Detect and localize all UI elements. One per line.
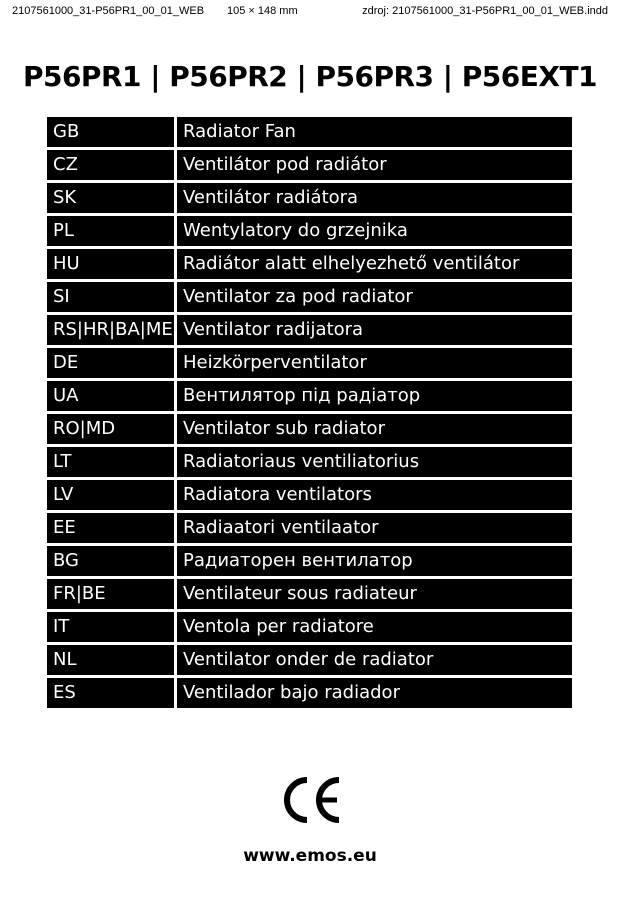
print-slug <box>0 5 620 19</box>
language-code: DE <box>47 348 174 378</box>
table-row <box>47 513 572 543</box>
language-code: EE <box>47 513 174 543</box>
product-name: Wentylatory do grzejnika <box>177 216 572 246</box>
table-row <box>47 447 572 477</box>
language-code: FR|BE <box>47 579 174 609</box>
language-code: HU <box>47 249 174 279</box>
table-row <box>47 678 572 708</box>
table-row <box>47 612 572 642</box>
slug-filename: 2107561000_31-P56PR1_00_01_WEB <box>12 5 205 17</box>
language-code: CZ <box>47 150 174 180</box>
product-name: Radiator Fan <box>177 117 572 147</box>
language-code: LV <box>47 480 174 510</box>
table-row <box>47 414 572 444</box>
language-code: IT <box>47 612 174 642</box>
language-code: SI <box>47 282 174 312</box>
language-code: RO|MD <box>47 414 174 444</box>
table-row <box>47 216 572 246</box>
product-name: Радиаторен вентилатор <box>177 546 572 576</box>
language-code: RS|HR|BA|ME <box>47 315 174 345</box>
table-row <box>47 546 572 576</box>
product-name: Radiatora ventilators <box>177 480 572 510</box>
product-name: Ventilator onder de radiator <box>177 645 572 675</box>
ce-mark-icon <box>277 776 343 824</box>
table-row <box>47 315 572 345</box>
table-row <box>47 150 572 180</box>
product-name: Ventilátor pod radiátor <box>177 150 572 180</box>
product-name: Radiaatori ventilaator <box>177 513 572 543</box>
footer-website-link[interactable]: www.emos.eu <box>243 846 377 866</box>
product-name: Heizkörperventilator <box>177 348 572 378</box>
product-name: Ventilator za pod radiator <box>177 282 572 312</box>
language-code: BG <box>47 546 174 576</box>
language-code: PL <box>47 216 174 246</box>
table-row <box>47 579 572 609</box>
language-code: SK <box>47 183 174 213</box>
product-name: Radiátor alatt elhelyezhető ventilátor <box>177 249 572 279</box>
table-row <box>47 249 572 279</box>
language-code: UA <box>47 381 174 411</box>
product-name: Radiatoriaus ventiliatorius <box>177 447 572 477</box>
table-row <box>47 348 572 378</box>
table-row <box>47 117 572 147</box>
product-name: Вентилятор під радіатор <box>177 381 572 411</box>
product-name: Ventilateur sous radiateur <box>177 579 572 609</box>
product-name: Ventilator sub radiator <box>177 414 572 444</box>
table-row <box>47 480 572 510</box>
product-name: Ventilátor radiátora <box>177 183 572 213</box>
table-row <box>47 282 572 312</box>
product-title: P56PR1 | P56PR2 | P56PR3 | P56EXT1 <box>22 60 598 93</box>
product-name: Ventilador bajo radiador <box>177 678 572 708</box>
product-name: Ventola per radiatore <box>177 612 572 642</box>
language-code: NL <box>47 645 174 675</box>
language-code: LT <box>47 447 174 477</box>
table-row <box>47 381 572 411</box>
table-row <box>47 645 572 675</box>
slug-source: zdroj: 2107561000_31-P56PR1_00_01_WEB.indd <box>362 5 608 17</box>
language-table <box>47 117 572 711</box>
language-code: GB <box>47 117 174 147</box>
table-row <box>47 183 572 213</box>
language-code: ES <box>47 678 174 708</box>
slug-page-size: 105 × 148 mm <box>227 5 298 17</box>
product-name: Ventilator radijatora <box>177 315 572 345</box>
